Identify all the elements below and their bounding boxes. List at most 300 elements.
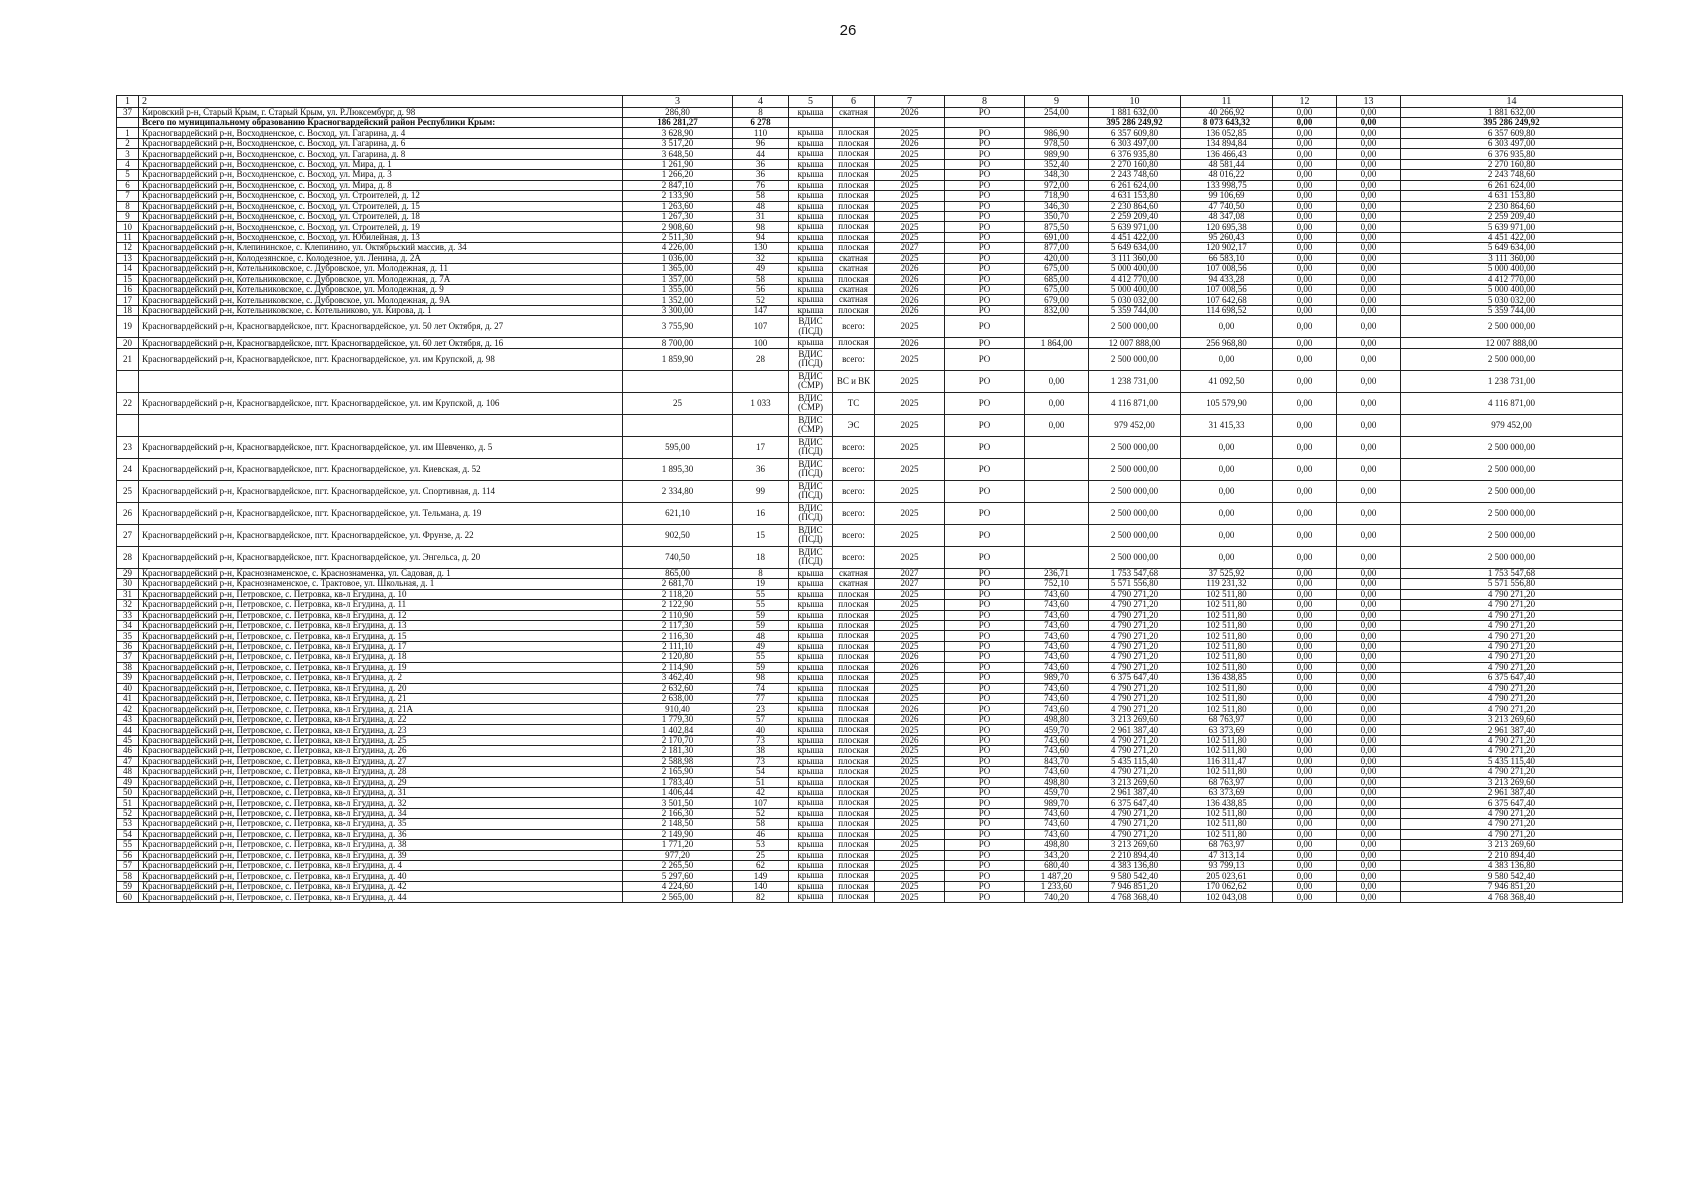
table-cell: 2025 bbox=[875, 458, 945, 480]
table-cell: 136 438,85 bbox=[1181, 798, 1273, 808]
table-cell: 2 148,50 bbox=[623, 819, 733, 829]
table-cell: 55 bbox=[733, 600, 789, 610]
table-cell: 6 261 624,00 bbox=[1089, 180, 1181, 190]
table-cell: РО bbox=[945, 201, 1025, 211]
table-cell: РО bbox=[945, 316, 1025, 338]
table-cell: 5 639 971,00 bbox=[1089, 222, 1181, 232]
table-row bbox=[117, 274, 1623, 284]
table-cell: 0,00 bbox=[1337, 683, 1401, 693]
table-cell: 23 bbox=[733, 704, 789, 714]
table-cell: 0,00 bbox=[1337, 348, 1401, 370]
table-cell: 133 998,75 bbox=[1181, 180, 1273, 190]
table-cell: 743,60 bbox=[1025, 610, 1089, 620]
table-cell: 116 311,47 bbox=[1181, 756, 1273, 766]
table-cell: 120 695,38 bbox=[1181, 222, 1273, 232]
table-cell: 4 790 271,20 bbox=[1401, 694, 1623, 704]
table-cell: 1 bbox=[117, 128, 139, 138]
table-cell: плоская bbox=[833, 725, 875, 735]
table-cell: скатная bbox=[833, 568, 875, 578]
table-cell: скатная bbox=[833, 285, 875, 295]
table-cell bbox=[789, 118, 833, 128]
table-cell: 743,60 bbox=[1025, 600, 1089, 610]
table-cell: 743,60 bbox=[1025, 694, 1089, 704]
table-cell: плоская bbox=[833, 232, 875, 242]
table-cell: плоская bbox=[833, 159, 875, 169]
table-cell: 6 375 647,40 bbox=[1089, 673, 1181, 683]
table-cell: 32 bbox=[733, 253, 789, 263]
table-cell: всего: bbox=[833, 436, 875, 458]
table-cell: 1 357,00 bbox=[623, 274, 733, 284]
table-cell: 2025 bbox=[875, 694, 945, 704]
table-cell: РО bbox=[945, 714, 1025, 724]
table-cell: Красногвардейский р-н, Петровское, с. Петровка, кв-л Егудина, д. 36 bbox=[139, 829, 623, 839]
table-cell: 102 511,80 bbox=[1181, 652, 1273, 662]
table-cell: Красногвардейский р-н, Восходненское, с. Восход, ул. Гагарина, д. 4 bbox=[139, 128, 623, 138]
table-cell: 2027 bbox=[875, 579, 945, 589]
table-cell: 2026 bbox=[875, 138, 945, 148]
table-cell: крыша bbox=[789, 243, 833, 253]
table-cell: 2 500 000,00 bbox=[1089, 316, 1181, 338]
table-cell: Красногвардейский р-н, Восходненское, с. Восход, ул. Мира, д. 3 bbox=[139, 170, 623, 180]
table-cell: 7 946 851,20 bbox=[1089, 881, 1181, 891]
table-cell: 2025 bbox=[875, 128, 945, 138]
table-cell: 1 753 547,68 bbox=[1089, 568, 1181, 578]
table-cell: 130 bbox=[733, 243, 789, 253]
table-cell: РО bbox=[945, 641, 1025, 651]
table-cell: 2 120,80 bbox=[623, 652, 733, 662]
column-number-cell: 1 bbox=[117, 96, 139, 108]
table-row bbox=[117, 414, 1623, 436]
table-cell: 989,70 bbox=[1025, 798, 1089, 808]
table-cell: Красногвардейский р-н, Петровское, с. Петровка, кв-л Егудина, д. 28 bbox=[139, 767, 623, 777]
table-cell: 2 230 864,60 bbox=[1401, 201, 1623, 211]
table-cell: РО bbox=[945, 285, 1025, 295]
table-cell: 4 790 271,20 bbox=[1089, 735, 1181, 745]
table-cell: 0,00 bbox=[1273, 159, 1337, 169]
table-row bbox=[117, 840, 1623, 850]
table-cell: 41 bbox=[117, 694, 139, 704]
table-cell: 58 bbox=[733, 274, 789, 284]
table-cell: 5 000 400,00 bbox=[1089, 285, 1181, 295]
table-cell: 0,00 bbox=[1181, 348, 1273, 370]
table-cell: 2025 bbox=[875, 253, 945, 263]
table-cell: ВДИС (ПСД) bbox=[789, 316, 833, 338]
table-cell: крыша bbox=[789, 191, 833, 201]
table-row bbox=[117, 295, 1623, 305]
table-cell: 910,40 bbox=[623, 704, 733, 714]
table-cell: 0,00 bbox=[1273, 316, 1337, 338]
table-cell: 73 bbox=[733, 735, 789, 745]
table-cell: 11 bbox=[117, 232, 139, 242]
table-cell: 2 588,98 bbox=[623, 756, 733, 766]
table-cell: 2025 bbox=[875, 524, 945, 546]
table-cell: 0,00 bbox=[1337, 662, 1401, 672]
table-cell: 55 bbox=[117, 840, 139, 850]
table-cell: 42 bbox=[733, 787, 789, 797]
table-cell: 0,00 bbox=[1337, 641, 1401, 651]
table-cell: 2026 bbox=[875, 295, 945, 305]
table-cell: 8 073 643,32 bbox=[1181, 118, 1273, 128]
table-cell: Красногвардейский р-н, Колодезянское, с. Колодезное, ул. Ленина, д. 2А bbox=[139, 253, 623, 263]
table-cell: Красногвардейский р-н, Красногвардейское, пгт. Красногвардейское, ул. 60 лет Октября, д. 16 bbox=[139, 338, 623, 348]
table-cell: 1 487,20 bbox=[1025, 871, 1089, 881]
table-cell: 4 790 271,20 bbox=[1089, 589, 1181, 599]
table-cell: 2 110,90 bbox=[623, 610, 733, 620]
table-cell: 74 bbox=[733, 683, 789, 693]
table-cell: 2 500 000,00 bbox=[1089, 546, 1181, 568]
table-cell: крыша bbox=[789, 829, 833, 839]
table-cell: 395 286 249,92 bbox=[1401, 118, 1623, 128]
table-cell: крыша bbox=[789, 881, 833, 891]
table-cell: 2 265,50 bbox=[623, 861, 733, 871]
table-cell: плоская bbox=[833, 201, 875, 211]
table-cell: 0,00 bbox=[1273, 641, 1337, 651]
table-cell: крыша bbox=[789, 305, 833, 315]
table-cell: плоская bbox=[833, 211, 875, 221]
table-cell: 102 511,80 bbox=[1181, 641, 1273, 651]
table-cell: 395 286 249,92 bbox=[1089, 118, 1181, 128]
table-cell: 0,00 bbox=[1337, 108, 1401, 118]
table-cell bbox=[1025, 316, 1089, 338]
table-cell: 0,00 bbox=[1273, 348, 1337, 370]
table-cell: 0,00 bbox=[1337, 201, 1401, 211]
table-cell: 286,80 bbox=[623, 108, 733, 118]
table-cell: 16 bbox=[117, 285, 139, 295]
table-cell: РО bbox=[945, 610, 1025, 620]
table-cell: 1 036,00 bbox=[623, 253, 733, 263]
table-cell: плоская bbox=[833, 600, 875, 610]
table-cell: 0,00 bbox=[1337, 170, 1401, 180]
table-cell: крыша bbox=[789, 808, 833, 818]
table-cell: 4 790 271,20 bbox=[1401, 819, 1623, 829]
table-cell: 102 511,80 bbox=[1181, 808, 1273, 818]
table-cell: 0,00 bbox=[1273, 191, 1337, 201]
table-cell: 102 511,80 bbox=[1181, 694, 1273, 704]
table-cell: 743,60 bbox=[1025, 829, 1089, 839]
table-cell: плоская bbox=[833, 829, 875, 839]
table-cell: 96 bbox=[733, 138, 789, 148]
table-cell: Красногвардейский р-н, Петровское, с. Петровка, кв-л Егудина, д. 27 bbox=[139, 756, 623, 766]
table-cell: 2 170,70 bbox=[623, 735, 733, 745]
table-cell: 3 213 269,60 bbox=[1401, 714, 1623, 724]
table-cell: Красногвардейский р-н, Красногвардейское, пгт. Красногвардейское, ул. им Крупской, д. 98 bbox=[139, 348, 623, 370]
table-cell: 2026 bbox=[875, 735, 945, 745]
table-cell: 1 238 731,00 bbox=[1089, 370, 1181, 392]
table-cell: ТС bbox=[833, 392, 875, 414]
table-cell: 5 571 556,80 bbox=[1089, 579, 1181, 589]
table-cell: 0,00 bbox=[1273, 502, 1337, 524]
table-cell: РО bbox=[945, 631, 1025, 641]
table-cell: 2025 bbox=[875, 436, 945, 458]
table-cell: 2 122,90 bbox=[623, 600, 733, 610]
table-cell: РО bbox=[945, 191, 1025, 201]
table-cell: 52 bbox=[117, 808, 139, 818]
table-cell: 743,60 bbox=[1025, 641, 1089, 651]
table-cell: РО bbox=[945, 159, 1025, 169]
table-cell: ВДИС (ПСД) bbox=[789, 546, 833, 568]
column-number-cell: 4 bbox=[733, 96, 789, 108]
table-cell: 685,00 bbox=[1025, 274, 1089, 284]
table-cell: 0,00 bbox=[1337, 480, 1401, 502]
table-total-row bbox=[117, 118, 1623, 128]
table-cell: Красногвардейский р-н, Красногвардейское, пгт. Красногвардейское, ул. Спортивная, д. 114 bbox=[139, 480, 623, 502]
table-cell: РО bbox=[945, 579, 1025, 589]
table-cell: 2025 bbox=[875, 861, 945, 871]
table-cell: 3 213 269,60 bbox=[1089, 714, 1181, 724]
table-cell: Красногвардейский р-н, Восходненское, с. Восход, ул. Строителей, д. 19 bbox=[139, 222, 623, 232]
table-cell: всего: bbox=[833, 458, 875, 480]
table-cell: 0,00 bbox=[1337, 159, 1401, 169]
table-cell: 40 266,92 bbox=[1181, 108, 1273, 118]
table-cell: 2 270 160,80 bbox=[1401, 159, 1623, 169]
table-cell: 0,00 bbox=[1337, 735, 1401, 745]
table-cell: 2025 bbox=[875, 683, 945, 693]
table-cell: 6 375 647,40 bbox=[1089, 798, 1181, 808]
table-cell: 52 bbox=[733, 295, 789, 305]
table-cell: 4 790 271,20 bbox=[1089, 829, 1181, 839]
table-cell: 1 753 547,68 bbox=[1401, 568, 1623, 578]
table-cell: 48 347,08 bbox=[1181, 211, 1273, 221]
table-cell: 0,00 bbox=[1337, 871, 1401, 881]
table-cell: Красногвардейский р-н, Петровское, с. Петровка, кв-л Егудина, д. 42 bbox=[139, 881, 623, 891]
table-cell: 2025 bbox=[875, 840, 945, 850]
table-cell: 48 016,22 bbox=[1181, 170, 1273, 180]
table-cell: 2 961 387,40 bbox=[1089, 725, 1181, 735]
table-cell: РО bbox=[945, 170, 1025, 180]
table-cell: 6 357 609,80 bbox=[1089, 128, 1181, 138]
table-row bbox=[117, 211, 1623, 221]
table-cell: 36 bbox=[117, 641, 139, 651]
table-cell: ВДИС (ПСД) bbox=[789, 502, 833, 524]
table-cell: Красногвардейский р-н, Красногвардейское, пгт. Красногвардейское, ул. им Крупской, д. 106 bbox=[139, 392, 623, 414]
table-cell: 2025 bbox=[875, 480, 945, 502]
table-cell: 110 bbox=[733, 128, 789, 138]
table-cell: 2025 bbox=[875, 232, 945, 242]
table-cell: 41 092,50 bbox=[1181, 370, 1273, 392]
table-cell: 98 bbox=[733, 673, 789, 683]
table-cell: ВДИС (ПСД) bbox=[789, 524, 833, 546]
table-row bbox=[117, 579, 1623, 589]
table-cell: РО bbox=[945, 211, 1025, 221]
table-cell: 2 500 000,00 bbox=[1401, 546, 1623, 568]
table-cell: 2026 bbox=[875, 305, 945, 315]
table-cell: 8 bbox=[733, 568, 789, 578]
table-cell: 0,00 bbox=[1337, 631, 1401, 641]
table-cell: крыша bbox=[789, 840, 833, 850]
table-cell: 9 580 542,40 bbox=[1089, 871, 1181, 881]
table-row bbox=[117, 392, 1623, 414]
table-cell: 73 bbox=[733, 756, 789, 766]
table-cell: плоская bbox=[833, 861, 875, 871]
table-cell: Красногвардейский р-н, Восходненское, с. Восход, ул. Мира, д. 1 bbox=[139, 159, 623, 169]
table-cell: 0,00 bbox=[1273, 892, 1337, 902]
table-cell: крыша bbox=[789, 798, 833, 808]
table-cell: 2025 bbox=[875, 348, 945, 370]
table-cell: 4 790 271,20 bbox=[1401, 620, 1623, 630]
table-cell: плоская bbox=[833, 881, 875, 891]
table-cell: 93 799,13 bbox=[1181, 861, 1273, 871]
table-cell: 0,00 bbox=[1273, 673, 1337, 683]
table-cell: 0,00 bbox=[1337, 568, 1401, 578]
table-cell: плоская bbox=[833, 138, 875, 148]
table-cell: ВДИС (СМР) bbox=[789, 392, 833, 414]
table-cell: 3 755,90 bbox=[623, 316, 733, 338]
table-cell: 350,70 bbox=[1025, 211, 1089, 221]
table-cell: 7 bbox=[117, 191, 139, 201]
table-cell: 62 bbox=[733, 861, 789, 871]
table-cell: 2025 bbox=[875, 871, 945, 881]
table-cell: 30 bbox=[117, 579, 139, 589]
table-cell: 2025 bbox=[875, 631, 945, 641]
table-cell: крыша bbox=[789, 264, 833, 274]
table-cell: 0,00 bbox=[1337, 118, 1401, 128]
column-number-cell: 14 bbox=[1401, 96, 1623, 108]
table-row bbox=[117, 725, 1623, 735]
table-cell bbox=[139, 370, 623, 392]
table-cell: 2 259 209,40 bbox=[1401, 211, 1623, 221]
table-cell: 0,00 bbox=[1273, 108, 1337, 118]
table-cell: 1 864,00 bbox=[1025, 338, 1089, 348]
table-cell: ВДИС (ПСД) bbox=[789, 348, 833, 370]
table-cell: 4 412 770,00 bbox=[1401, 274, 1623, 284]
table-cell: крыша bbox=[789, 295, 833, 305]
table-cell: 752,10 bbox=[1025, 579, 1089, 589]
table-cell: 0,00 bbox=[1181, 546, 1273, 568]
column-number-cell: 5 bbox=[789, 96, 833, 108]
table-cell: РО bbox=[945, 735, 1025, 745]
table-cell: всего: bbox=[833, 546, 875, 568]
table-cell: 4 790 271,20 bbox=[1401, 641, 1623, 651]
table-cell: 865,00 bbox=[623, 568, 733, 578]
table-cell: 136 438,85 bbox=[1181, 673, 1273, 683]
table-cell: 743,60 bbox=[1025, 662, 1089, 672]
table-cell: 2 847,10 bbox=[623, 180, 733, 190]
table-cell: 2025 bbox=[875, 180, 945, 190]
table-cell: 675,00 bbox=[1025, 285, 1089, 295]
table-cell: 2026 bbox=[875, 274, 945, 284]
table-cell: 1 881 632,00 bbox=[1401, 108, 1623, 118]
table-cell: 5 297,60 bbox=[623, 871, 733, 881]
table-cell: плоская bbox=[833, 808, 875, 818]
table-cell: РО bbox=[945, 819, 1025, 829]
table-cell: 8 700,00 bbox=[623, 338, 733, 348]
table-cell: 3 213 269,60 bbox=[1089, 840, 1181, 850]
table-cell: 5 359 744,00 bbox=[1089, 305, 1181, 315]
table-cell: крыша bbox=[789, 253, 833, 263]
table-cell: 59 bbox=[117, 881, 139, 891]
table-cell: 9 bbox=[117, 211, 139, 221]
table-cell: 743,60 bbox=[1025, 808, 1089, 818]
table-cell: 0,00 bbox=[1337, 370, 1401, 392]
table-cell: 2025 bbox=[875, 787, 945, 797]
table-row bbox=[117, 370, 1623, 392]
table-cell: 2026 bbox=[875, 704, 945, 714]
table-cell: 82 bbox=[733, 892, 789, 902]
table-cell: плоская bbox=[833, 222, 875, 232]
table-cell: 2025 bbox=[875, 819, 945, 829]
table-cell: 0,00 bbox=[1337, 704, 1401, 714]
table-cell: РО bbox=[945, 798, 1025, 808]
table-cell: крыша bbox=[789, 222, 833, 232]
table-cell: Красногвардейский р-н, Красногвардейское, пгт. Красногвардейское, ул. им Шевченко, д. 5 bbox=[139, 436, 623, 458]
table-cell: 2 230 864,60 bbox=[1089, 201, 1181, 211]
table-cell: 4 790 271,20 bbox=[1401, 610, 1623, 620]
table-cell: 743,60 bbox=[1025, 704, 1089, 714]
table-cell: 0,00 bbox=[1273, 128, 1337, 138]
table-cell: 4 412 770,00 bbox=[1089, 274, 1181, 284]
table-cell: 49 bbox=[733, 264, 789, 274]
table-cell: 2 500 000,00 bbox=[1401, 524, 1623, 546]
table-cell: плоская bbox=[833, 338, 875, 348]
table-cell: Красногвардейский р-н, Восходненское, с. Восход, ул. Мира, д. 8 bbox=[139, 180, 623, 190]
table-cell: 2 961 387,40 bbox=[1089, 787, 1181, 797]
table-cell: 0,00 bbox=[1273, 850, 1337, 860]
table-cell: Красногвардейский р-н, Краснознаменское, с. Трактовое, ул. Школьная, д. 1 bbox=[139, 579, 623, 589]
table-cell: Красногвардейский р-н, Красногвардейское, пгт. Красногвардейское, ул. Тельмана, д. 19 bbox=[139, 502, 623, 524]
table-cell: плоская bbox=[833, 704, 875, 714]
table-cell: плоская bbox=[833, 652, 875, 662]
table-cell: 2025 bbox=[875, 767, 945, 777]
table-cell: РО bbox=[945, 338, 1025, 348]
table-cell: плоская bbox=[833, 149, 875, 159]
table-cell: 2027 bbox=[875, 243, 945, 253]
table-cell: 0,00 bbox=[1337, 881, 1401, 891]
table-cell: плоская bbox=[833, 589, 875, 599]
table-cell: РО bbox=[945, 881, 1025, 891]
table-cell: РО bbox=[945, 232, 1025, 242]
table-row bbox=[117, 458, 1623, 480]
table-cell: 205 023,61 bbox=[1181, 871, 1273, 881]
table-cell: крыша bbox=[789, 767, 833, 777]
table-row bbox=[117, 652, 1623, 662]
table-cell: 107 bbox=[733, 798, 789, 808]
table-cell: 1 238 731,00 bbox=[1401, 370, 1623, 392]
column-number-cell: 11 bbox=[1181, 96, 1273, 108]
table-cell: 42 bbox=[117, 704, 139, 714]
table-cell: 66 583,10 bbox=[1181, 253, 1273, 263]
table-cell: 4 790 271,20 bbox=[1089, 662, 1181, 672]
table-cell: 986,90 bbox=[1025, 128, 1089, 138]
table-cell: Красногвардейский р-н, Петровское, с. Петровка, кв-л Егудина, д. 11 bbox=[139, 600, 623, 610]
table-cell: 46 bbox=[117, 746, 139, 756]
table-cell: РО bbox=[945, 370, 1025, 392]
table-cell: 0,00 bbox=[1337, 892, 1401, 902]
table-row bbox=[117, 600, 1623, 610]
table-cell: 58 bbox=[733, 191, 789, 201]
table-cell: 56 bbox=[733, 285, 789, 295]
table-cell: 743,60 bbox=[1025, 620, 1089, 630]
table-cell bbox=[1025, 546, 1089, 568]
table-cell: РО bbox=[945, 861, 1025, 871]
table-cell: 256 968,80 bbox=[1181, 338, 1273, 348]
table-cell: Красногвардейский р-н, Клепининское, с. Клепинино, ул. Октябрьский массив, д. 34 bbox=[139, 243, 623, 253]
table-cell: 2 181,30 bbox=[623, 746, 733, 756]
table-cell: 4 790 271,20 bbox=[1089, 694, 1181, 704]
table-cell: 0,00 bbox=[1273, 211, 1337, 221]
table-cell: 35 bbox=[117, 631, 139, 641]
table-cell: 0,00 bbox=[1337, 829, 1401, 839]
table-cell: 979 452,00 bbox=[1401, 414, 1623, 436]
table-cell: 2025 bbox=[875, 829, 945, 839]
table-cell: Красногвардейский р-н, Петровское, с. Петровка, кв-л Егудина, д. 25 bbox=[139, 735, 623, 745]
table-cell: РО bbox=[945, 600, 1025, 610]
table-cell: РО bbox=[945, 808, 1025, 818]
table-cell: 0,00 bbox=[1273, 480, 1337, 502]
table-cell: ВДИС (ПСД) bbox=[789, 436, 833, 458]
table-cell: Красногвардейский р-н, Петровское, с. Петровка, кв-л Егудина, д. 4 bbox=[139, 861, 623, 871]
table-cell: 2025 bbox=[875, 546, 945, 568]
table-cell: 13 bbox=[117, 253, 139, 263]
